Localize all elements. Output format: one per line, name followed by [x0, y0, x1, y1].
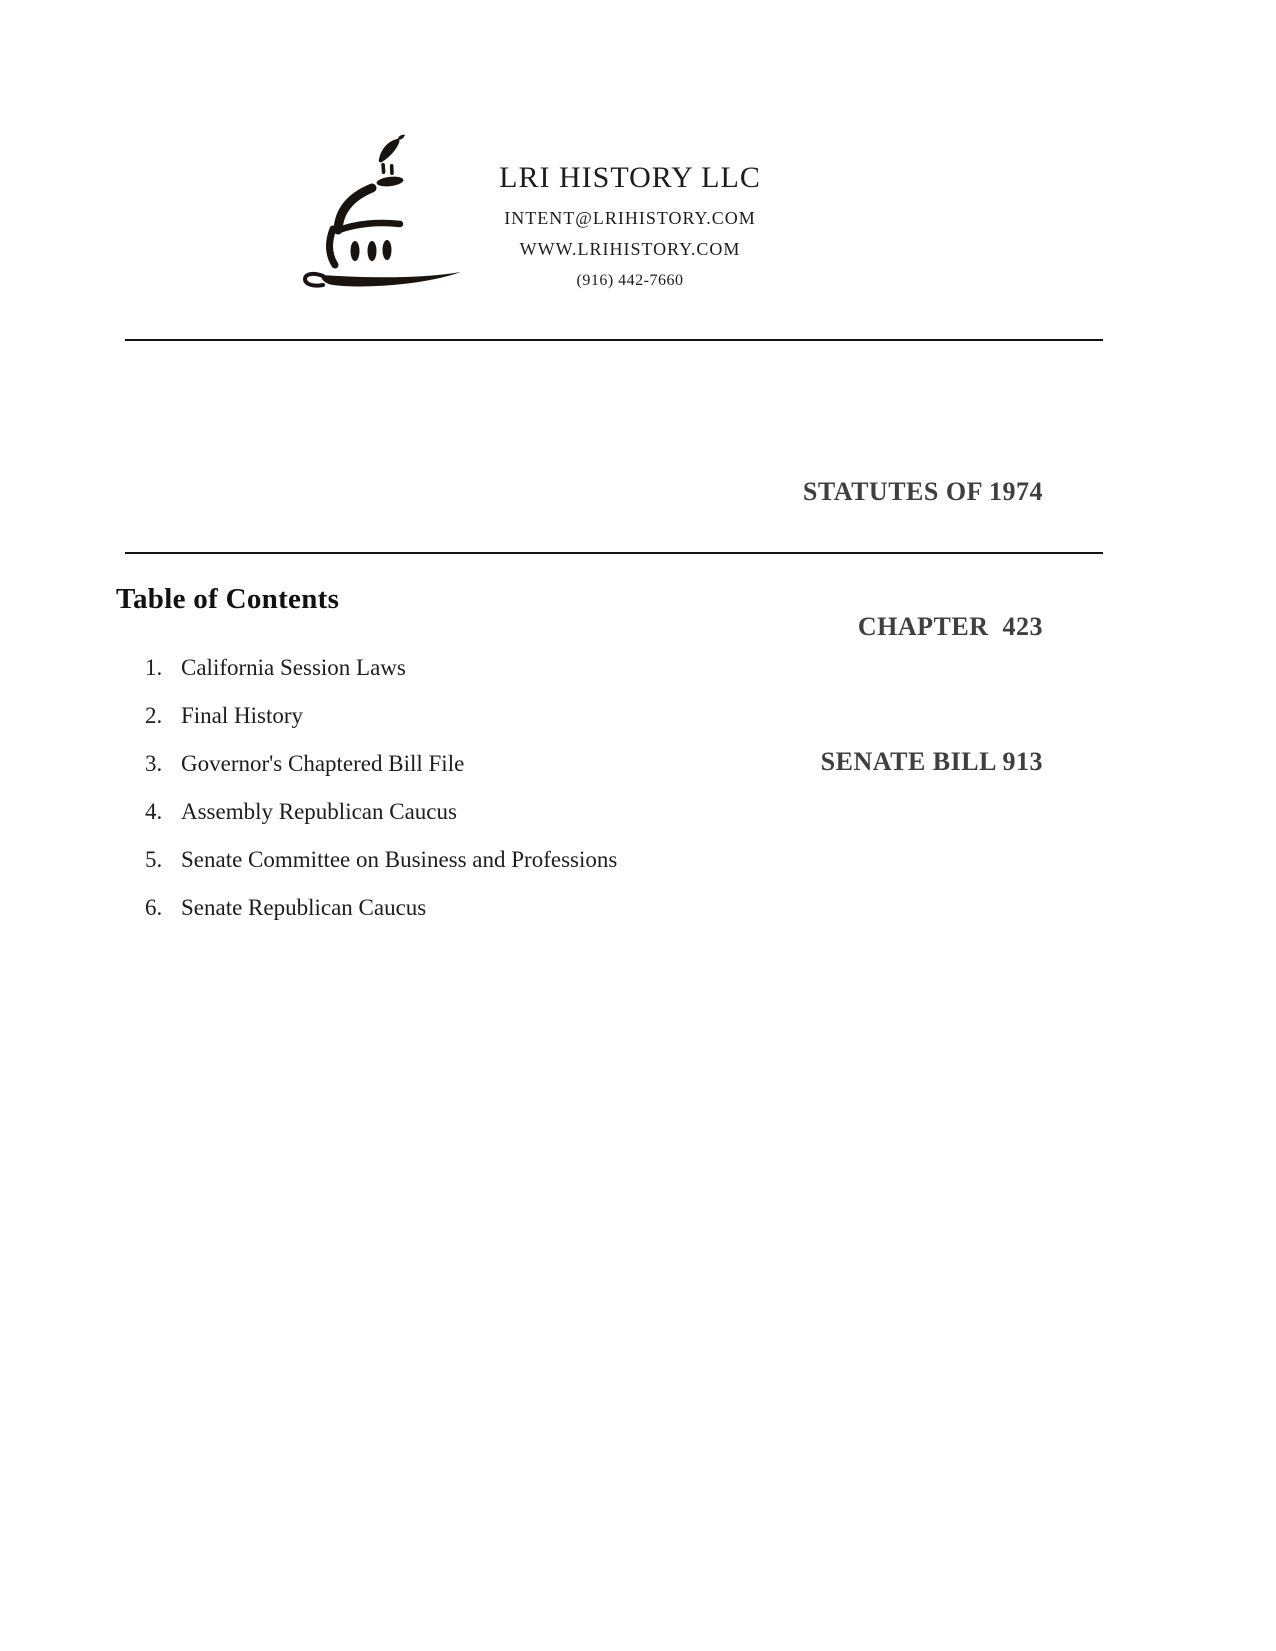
toc-item-label: Assembly Republican Caucus: [181, 799, 457, 824]
horizontal-rule-bottom: [125, 552, 1103, 554]
toc-item-number: 2.: [145, 703, 163, 728]
statutes-line: STATUTES OF 1974: [802, 477, 1043, 506]
toc-item: [145, 751, 617, 777]
toc-item-number: 4.: [145, 799, 163, 824]
company-name: LRI HISTORY LLC: [499, 161, 761, 194]
toc-item-number: 3.: [145, 751, 163, 776]
toc-item-number: 6.: [145, 895, 163, 920]
company-info-block: [450, 161, 810, 296]
toc-item: [145, 799, 617, 825]
horizontal-rule-top: [125, 339, 1103, 341]
company-website: WWW.LRIHISTORY.COM: [519, 239, 741, 259]
company-phone: (916) 442-7660: [576, 272, 684, 289]
toc-item: [145, 703, 617, 729]
toc-item: [145, 895, 617, 921]
toc-item-label: Governor's Chaptered Bill File: [181, 751, 465, 776]
toc-item: [145, 655, 617, 681]
chapter-line: CHAPTER 423: [857, 612, 1043, 641]
toc-item-number: 1.: [145, 655, 163, 680]
toc-title: Table of Contents: [116, 583, 340, 615]
toc-item-label: Final History: [181, 703, 304, 728]
toc-list: [145, 655, 617, 943]
toc-item: [145, 847, 617, 873]
toc-item-label: Senate Republican Caucus: [181, 895, 427, 920]
toc-item-number: 5.: [145, 847, 163, 872]
document-reference-block: [803, 379, 1043, 874]
capitol-dome-logo-icon: [293, 126, 473, 296]
senate-bill-line: SENATE BILL 913: [820, 747, 1043, 776]
toc-item-label: Senate Committee on Business and Professions: [181, 847, 618, 872]
toc-item-label: California Session Laws: [181, 655, 406, 680]
company-email: INTENT@LRIHISTORY.COM: [504, 208, 756, 228]
